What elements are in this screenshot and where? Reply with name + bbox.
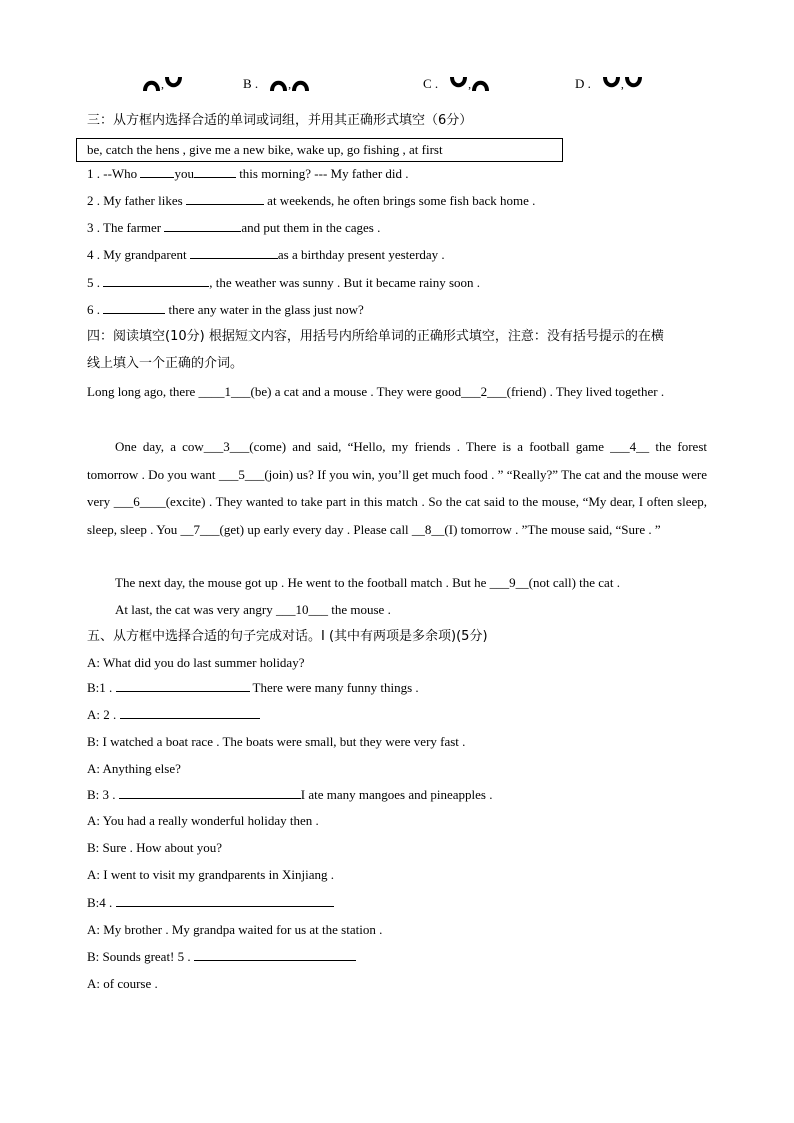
arch-down-icon [450,76,467,92]
answer-blank[interactable] [119,786,301,799]
comma: , [620,76,624,91]
answer-blank[interactable] [116,894,334,907]
q4-text: as a birthday present yesterday . [277,247,445,262]
q6-text: 6 . [87,302,104,317]
comma: , [468,76,472,91]
dialogue-text: B:4 . [87,895,116,910]
reading-paragraph-4: At last, the cat was very angry ___10___ the mouse . [115,602,391,617]
dialogue-line: A: My brother . My grandpa waited for us at the station . [87,922,383,937]
dialogue-text: I ate many mangoes and pineapples . [300,787,493,802]
dialogue-line [87,679,419,697]
question-3 [87,219,380,237]
answer-blank[interactable] [103,301,165,314]
dialogue-line [87,786,492,804]
reading-paragraph-3: The next day, the mouse got up . He went to the football match . But he ___9__(not call) the cat . [115,575,620,590]
arch-up-icon [270,76,287,92]
answer-blank[interactable] [194,948,356,961]
question-5 [87,274,480,292]
answer-blank[interactable] [116,679,250,692]
dialogue-text: B: Sounds great! 5 . [87,949,194,964]
q4-text: 4 . My grandparent [87,247,190,262]
dialogue-text: A: 2 . [87,707,120,722]
question-4 [87,246,445,264]
q1-text: you [174,166,194,181]
option-c-label: C . [423,76,439,91]
dialogue-line: B: I watched a boat race . The boats were small, but they were very fast . [87,734,466,749]
reading-paragraph-1: Long long ago, there ____1___(be) a cat and a mouse . They were good___2___(friend) . They lived together . [87,384,665,399]
dialogue-line: A: of course . [87,976,158,991]
section5-heading: 五、从方框中选择合适的句子完成对话。I (其中有两项是多余项)(5分) [87,629,488,644]
q1-text: 1 . --Who [87,166,141,181]
q2-text: 2 . My father likes [87,193,186,208]
previous-question-options [0,76,794,96]
answer-blank[interactable] [120,706,260,719]
comma: , [288,76,292,91]
comma: , [161,76,164,91]
word-box: be, catch the hens , give me a new bike, wake up, go fishing , at first [76,138,563,162]
q5-text: , the weather was sunny . But it became rainy soon . [209,275,481,290]
dialogue-text: B: 3 . [87,787,119,802]
dialogue-line [87,706,260,724]
q2-text: at weekends, he often brings some fish back home . [263,193,536,208]
option-c [423,76,489,92]
q6-text: there any water in the glass just now? [165,302,364,317]
arch-down-icon [625,76,642,92]
dialogue-line [87,948,356,966]
option-b [243,76,309,92]
answer-blank[interactable] [190,246,278,259]
question-6 [87,301,364,319]
answer-blank[interactable] [164,219,241,232]
section4-heading-line1: 四：阅读填空(10分) 根据短文内容，用括号内所给单词的正确形式填空，注意：没有括号提示的在横 [87,329,664,344]
q3-text: and put them in the cages . [241,220,381,235]
answer-blank[interactable] [194,165,236,178]
question-1 [87,165,409,183]
dialogue-line: A: You had a really wonderful holiday then . [87,813,319,828]
dialogue-text: There were many funny things . [249,680,419,695]
dialogue-line: B: Sure . How about you? [87,840,223,855]
q1-text: this morning? --- My father did . [235,166,409,181]
dialogue-line [87,894,334,912]
arch-up-icon [143,76,160,92]
q5-text: 5 . [87,275,104,290]
answer-blank[interactable] [186,192,264,205]
dialogue-line: A: What did you do last summer holiday? [87,655,305,670]
arch-down-icon [165,76,182,92]
option-d [575,76,642,92]
option-d-label: D . [575,76,591,91]
reading-paragraph-2: One day, a cow___3___(come) and said, “Hello, my friends . There is a football game ___4__ the forest tomorrow . Do you want ___5___(join) us? If you win, you’ll get much food . ” “Really?” The cat and the mouse were very ___6____(excite) . They wanted to take part in this match . So the cat said to the mouse, “My dear, I often sleep, sleep, sleep . You __7___(get) up early every day . Please call __8__(I) tomorrow . ”The mouse said, “Sure . ” [87,439,707,537]
section3-heading: 三：从方框内选择合适的单词或词组，并用其正确形式填空（6分） [87,113,473,128]
option-b-label: B . [243,76,259,91]
arch-down-icon [603,76,620,92]
dialogue-line: A: I went to visit my grandparents in Xinjiang . [87,867,334,882]
answer-blank[interactable] [103,274,209,287]
arch-up-icon [472,76,489,92]
q3-text: 3 . The farmer [87,220,165,235]
dialogue-line: A: Anything else? [87,761,181,776]
answer-blank[interactable] [140,165,174,178]
question-2 [87,192,535,210]
dialogue-text: B:1 . [87,680,116,695]
arch-up-icon [292,76,309,92]
section4-heading-line2: 线上填入一个正确的介词。 [87,356,244,371]
option-a [143,76,182,92]
